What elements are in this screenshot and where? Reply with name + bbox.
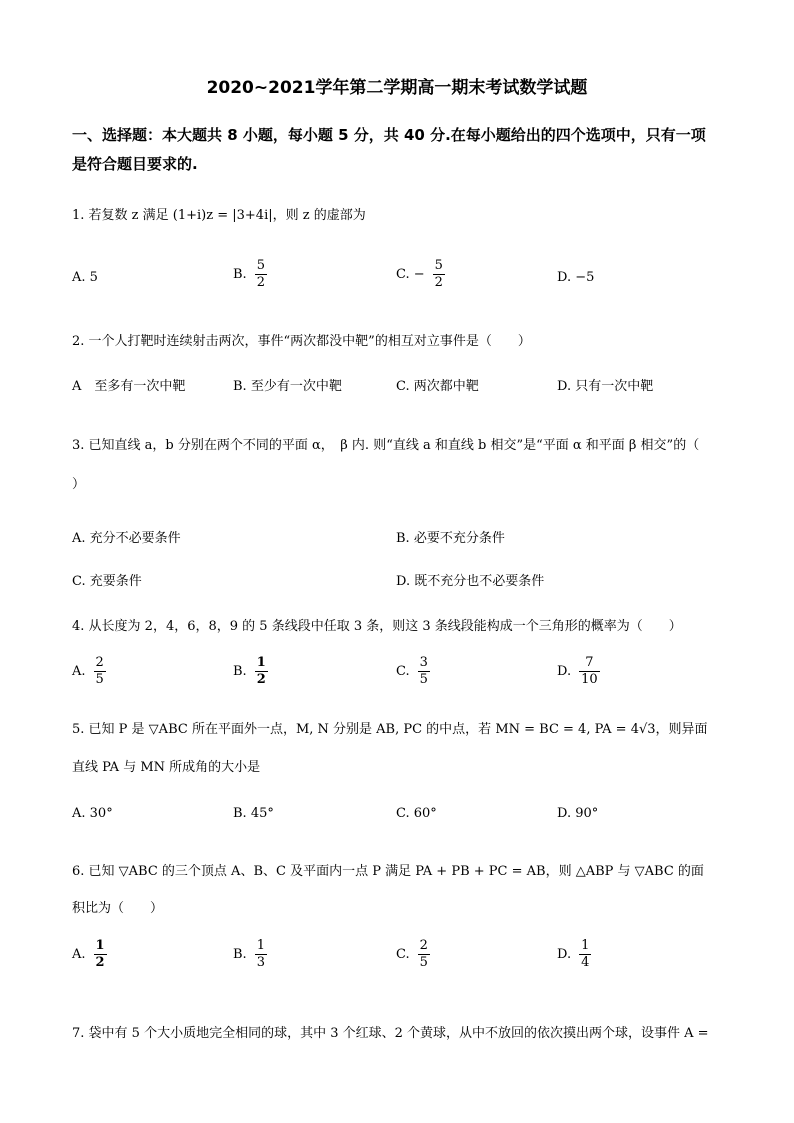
q3-option-c: C. 充要条件 xyxy=(72,574,142,589)
question-7-stem: 7. 袋中有 5 个大小质地完全相同的球，其中 3 个红球、2 个黄球，从中不放回的依次摸出两个球，设事件 A = xyxy=(72,1026,709,1041)
q2-option-b: B. 至少有一次中靶 xyxy=(233,379,342,394)
q1-option-c: C. − $\frac{5}{2}$ xyxy=(396,258,443,290)
question-6-stem-line2: 积比为（ ） xyxy=(72,901,164,916)
q2-option-d: D. 只有一次中靶 xyxy=(557,379,654,394)
question-5-stem-line1: 5. 已知 P 是 ▽ABC 所在平面外一点，M, N 分别是 AB, PC 的中点，若 MN = BC = 4, PA = 4√3，则异面 xyxy=(72,722,708,737)
q3-option-a: A. 充分不必要条件 xyxy=(72,531,181,546)
q6-option-b: B. $\frac{1}{3}$ xyxy=(233,938,265,970)
q6-option-c: C. $\frac{2}{5}$ xyxy=(396,938,428,970)
question-4-stem: 4. 从长度为 2，4，6，8，9 的 5 条线段中任取 3 条，则这 3 条线段能构成一个三角形的概率为（ ） xyxy=(72,619,682,634)
q5-option-b: B. 45° xyxy=(233,806,274,821)
question-5-stem-line2: 直线 PA 与 MN 所成角的大小是 xyxy=(72,760,261,775)
question-3-stem-line2: ） xyxy=(72,477,86,492)
question-2-stem: 2. 一个人打靶时连续射击两次，事件“两次都没中靶”的相互对立事件是（ ） xyxy=(72,334,531,349)
q4-option-a: A. $\frac{2}{5}$ xyxy=(72,655,104,687)
q3-option-b: B. 必要不充分条件 xyxy=(396,531,505,546)
q4-option-b: B. $\frac{1}{2}$ xyxy=(233,655,266,687)
q1-option-a: A. 5 xyxy=(72,270,98,285)
q4-option-c: C. $\frac{3}{5}$ xyxy=(396,655,428,687)
question-6-stem-line1: 6. 已知 ▽ABC 的三个顶点 A、B、C 及平面内一点 P 满足 PA + PB + PC = AB，则 △ABP 与 ▽ABC 的面 xyxy=(72,864,704,879)
q4-option-d: D. $\frac{7}{10}$ xyxy=(557,655,598,687)
q2-option-c: C. 两次都中靶 xyxy=(396,379,479,394)
q1-option-b: B. $\frac{5}{2}$ xyxy=(233,258,265,290)
question-3-stem-line1: 3. 已知直线 a，b 分别在两个不同的平面 α， β 内. 则“直线 a 和直线 b 相交”是“平面 α 和平面 β 相交”的（ xyxy=(72,438,700,453)
q6-option-a: A. $\frac{1}{2}$ xyxy=(72,938,105,970)
q1-option-d: D. −5 xyxy=(557,270,595,285)
q5-option-c: C. 60° xyxy=(396,806,437,821)
section-heading-line2: 是符合题目要求的. xyxy=(72,155,198,173)
page-title: 2020~2021学年第二学期高一期末考试数学试题 xyxy=(206,78,588,98)
question-1-stem: 1. 若复数 z 满足 (1+i)z = |3+4i|，则 z 的虚部为 xyxy=(72,208,366,223)
q3-option-d: D. 既不充分也不必要条件 xyxy=(396,574,545,589)
section-heading-line1: 一、选择题：本大题共 8 小题，每小题 5 分，共 40 分.在每小题给出的四个选项中，只有一项 xyxy=(72,126,706,144)
q5-option-a: A. 30° xyxy=(72,806,113,821)
q6-option-d: D. $\frac{1}{4}$ xyxy=(557,938,590,970)
q5-option-d: D. 90° xyxy=(557,806,599,821)
q2-option-a: A 至多有一次中靶 xyxy=(72,379,186,394)
